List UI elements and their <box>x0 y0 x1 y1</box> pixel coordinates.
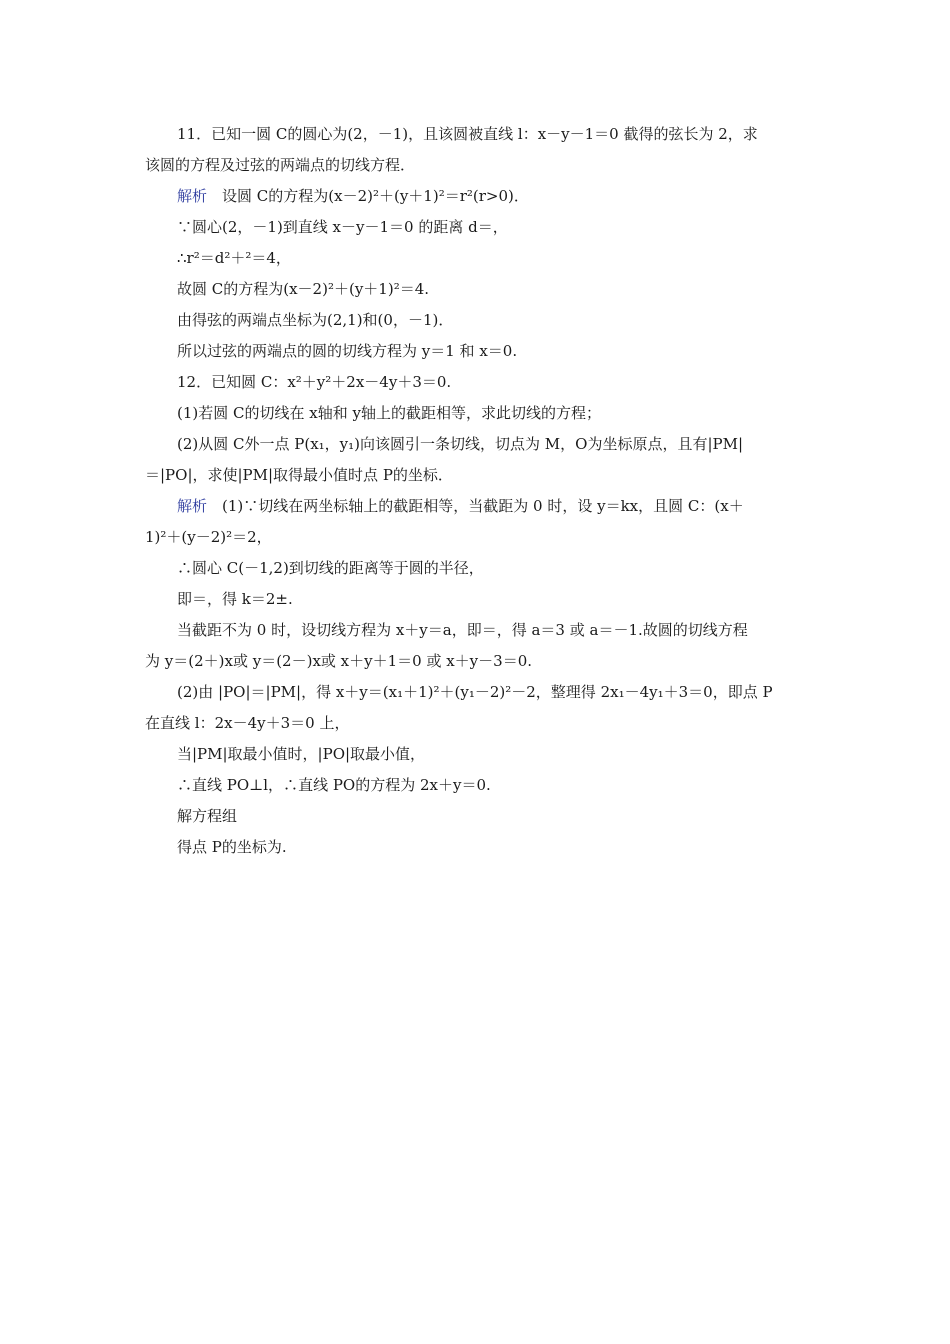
solution-12-line-5: 当截距不为 0 时，设切线方程为 x＋y＝a，即＝，得 a＝3 或 a＝－1.故圆的切线方程 <box>177 621 748 639</box>
solution-11-line-4: 故圆 C的方程为(x－2)²＋(y＋1)²＝4. <box>177 280 430 298</box>
problem-12-line-1: 12．已知圆 C：x²＋y²＋2x－4y＋3＝0. <box>177 373 452 391</box>
analysis-label: 解析 <box>177 497 208 515</box>
solution-11-line-1: 解析 设圆 C的方程为(x－2)²＋(y＋1)²＝r²(r>0)． <box>177 187 529 205</box>
analysis-label: 解析 <box>177 187 208 205</box>
solution-12-line-10: ∴直线 PO⊥l，∴直线 PO的方程为 2x＋y＝0. <box>177 776 491 794</box>
problem-12-part-2-line-2: ＝|PO|，求使|PM|取得最小值时点 P的坐标． <box>145 466 453 484</box>
solution-12-line-2: 1)²＋(y－2)²＝2， <box>145 528 272 546</box>
solution-11-line-6: 所以过弦的两端点的圆的切线方程为 y＝1 和 x＝0. <box>177 342 518 360</box>
solution-12-line-8: 在直线 l：2x－4y＋3＝0 上， <box>145 714 350 732</box>
solution-11-line-3: ∴r²＝d²＋²＝4， <box>177 249 291 267</box>
solution-11-line-5: 由得弦的两端点坐标为(2,1)和(0，－1)． <box>177 311 454 329</box>
solution-12-line-11: 解方程组 <box>177 807 238 825</box>
solution-12-line-12: 得点 P的坐标为. <box>177 838 287 856</box>
solution-12-line-4: 即＝，得 k＝2±. <box>177 590 293 608</box>
solution-12-line-7: (2)由 |PO|＝|PM|，得 x＋y＝(x₁＋1)²＋(y₁－2)²－2，整理得 2x₁－4y₁＋3＝0，即点 P <box>177 683 773 701</box>
problem-11-line-1: 11．已知一圆 C的圆心为(2，－1)，且该圆被直线 l：x－y－1＝0 截得的弦长为 2，求 <box>177 125 758 143</box>
solution-12-line-9: 当|PM|取最小值时，|PO|取最小值， <box>177 745 426 763</box>
problem-12-part-2-line-1: (2)从圆 C外一点 P(x₁，y₁)向该圆引一条切线，切点为 M，O为坐标原点，且有|PM| <box>177 435 744 453</box>
solution-12-line-1: 解析 (1)∵切线在两坐标轴上的截距相等，当截距为 0 时，设 y＝kx，且圆 C：(x＋ <box>177 497 744 515</box>
solution-12-line-6: 为 y＝(2＋)x或 y＝(2－)x或 x＋y＋1＝0 或 x＋y－3＝0. <box>145 652 533 670</box>
problem-12-part-1: (1)若圆 C的切线在 x轴和 y轴上的截距相等，求此切线的方程； <box>177 404 601 422</box>
problem-11-line-2: 该圆的方程及过弦的两端点的切线方程． <box>145 156 416 174</box>
solution-12-line-3: ∴圆心 C(－1,2)到切线的距离等于圆的半径， <box>177 559 484 577</box>
solution-11-line-2: ∵圆心(2，－1)到直线 x－y－1＝0 的距离 d＝， <box>177 218 508 236</box>
